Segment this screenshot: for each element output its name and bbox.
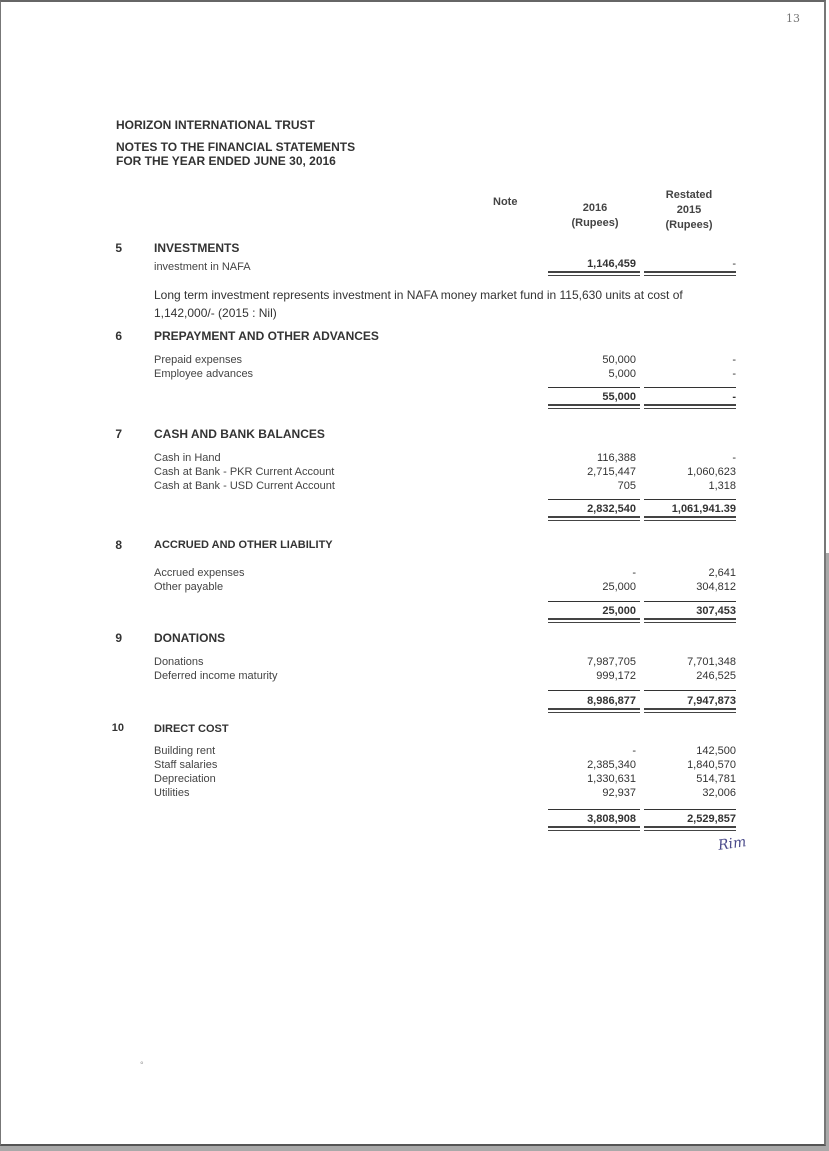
column-header-note: Note <box>493 196 518 208</box>
double-underline <box>644 516 736 521</box>
column-unit-2015: (Rupees) <box>665 219 713 231</box>
double-underline <box>644 708 736 713</box>
section-number: 8 <box>115 538 122 552</box>
section-total-2015: 2,529,857 <box>687 813 736 825</box>
line-item-2016: 1,146,459 <box>587 258 636 270</box>
line-item-label: Utilities <box>154 787 190 799</box>
subtotal-line <box>548 601 640 602</box>
scan-speck: ° <box>140 1060 144 1070</box>
section-number: 10 <box>111 722 124 734</box>
column-year-2016: 2016 <box>582 202 608 214</box>
line-item-label: Deferred income maturity <box>154 670 278 682</box>
subtotal-line <box>644 387 736 388</box>
double-underline <box>548 618 640 623</box>
line-item-2015: - <box>732 452 736 464</box>
subtotal-line <box>644 601 736 602</box>
subtotal-line <box>644 499 736 500</box>
line-item-label: Cash at Bank - USD Current Account <box>154 480 335 492</box>
section-title: PREPAYMENT AND OTHER ADVANCES <box>154 329 379 343</box>
column-unit-2016: (Rupees) <box>571 217 619 229</box>
subtotal-line <box>548 499 640 500</box>
line-item-2016: 2,715,447 <box>587 466 636 478</box>
section-number: 6 <box>115 329 122 343</box>
line-item-2015: - <box>732 258 736 270</box>
double-underline <box>644 618 736 623</box>
line-item-2015: 7,701,348 <box>687 656 736 668</box>
column-restated-label: Restated <box>665 189 713 201</box>
section-number: 7 <box>115 427 122 441</box>
double-underline <box>644 404 736 409</box>
line-item-2016: 705 <box>617 480 636 492</box>
column-year-2015: 2015 <box>676 204 702 216</box>
line-item-label: Other payable <box>154 581 224 593</box>
subtotal-line <box>644 690 736 691</box>
section-total-2016: 55,000 <box>602 391 636 403</box>
line-item-2016: 92,937 <box>602 787 636 799</box>
line-item-label: Prepaid expenses <box>154 354 243 366</box>
line-item-2015: 142,500 <box>696 745 736 757</box>
column-header-2016 <box>560 201 630 231</box>
line-item-label: Cash in Hand <box>154 452 221 464</box>
section-title: DONATIONS <box>154 631 226 645</box>
double-underline <box>548 826 640 831</box>
line-item-2015: 514,781 <box>696 773 736 785</box>
double-underline <box>548 271 640 276</box>
section-total-2016: 25,000 <box>602 605 636 617</box>
double-underline <box>548 404 640 409</box>
title-line-2: FOR THE YEAR ENDED JUNE 30, 2016 <box>116 154 336 168</box>
document-title <box>116 140 355 168</box>
subtotal-line <box>548 809 640 810</box>
section-number: 9 <box>115 631 122 645</box>
line-item-label: Employee advances <box>154 368 254 380</box>
section-title: INVESTMENTS <box>154 241 240 255</box>
column-header-2015 <box>652 188 726 233</box>
subtotal-line <box>644 809 736 810</box>
line-item-2015: 1,060,623 <box>687 466 736 478</box>
section-total-2016: 8,986,877 <box>587 695 636 707</box>
line-item-2016: - <box>632 567 636 579</box>
line-item-2016: 50,000 <box>602 354 636 366</box>
line-item-2016: 116,388 <box>597 452 636 464</box>
line-item-2016: - <box>632 745 636 757</box>
investment-note-text: Long term investment represents investment in NAFA money market fund in 115,630 units at cost of 1,142,000/- (2015 : Nil) <box>154 288 683 320</box>
section-title: DIRECT COST <box>154 723 229 735</box>
line-item-2016: 25,000 <box>602 581 636 593</box>
section-total-2015: 307,453 <box>696 605 736 617</box>
double-underline <box>644 271 736 276</box>
subtotal-line <box>548 387 640 388</box>
line-item-2015: - <box>732 354 736 366</box>
section-total-2016: 3,808,908 <box>587 813 636 825</box>
section-total-2015: 7,947,873 <box>687 695 736 707</box>
line-item-2015: 1,840,570 <box>687 759 736 771</box>
line-item-2016: 999,172 <box>596 670 636 682</box>
line-item-2015: 1,318 <box>708 480 736 492</box>
section-total-2015: 1,061,941.39 <box>671 503 736 515</box>
line-item-label: Building rent <box>154 745 216 757</box>
line-item-2015: 32,006 <box>702 787 736 799</box>
section-title: CASH AND BANK BALANCES <box>154 427 325 441</box>
line-item-2016: 5,000 <box>608 368 636 380</box>
line-item-2015: 304,812 <box>696 581 736 593</box>
line-item-label: Depreciation <box>154 773 216 785</box>
line-item-label: Staff salaries <box>154 759 218 771</box>
double-underline <box>548 516 640 521</box>
double-underline <box>644 826 736 831</box>
section-total-2015: - <box>732 391 736 403</box>
line-item-2016: 1,330,631 <box>587 773 636 785</box>
section-total-2016: 2,832,540 <box>587 503 636 515</box>
line-item-label: Accrued expenses <box>154 567 245 579</box>
section-number: 5 <box>115 241 122 255</box>
subtotal-line <box>548 690 640 691</box>
line-item-label: Donations <box>154 656 204 668</box>
title-line-1: NOTES TO THE FINANCIAL STATEMENTS <box>116 140 356 154</box>
double-underline <box>548 708 640 713</box>
line-item-2015: 2,641 <box>708 567 736 579</box>
line-item-label: Cash at Bank - PKR Current Account <box>154 466 335 478</box>
handwritten-initials: Rim <box>717 834 748 854</box>
line-item-2016: 7,987,705 <box>587 656 636 668</box>
organization-name: HORIZON INTERNATIONAL TRUST <box>116 118 315 132</box>
section-title: ACCRUED AND OTHER LIABILITY <box>154 539 333 551</box>
line-item-label: investment in NAFA <box>154 261 251 273</box>
handwritten-page-mark: 13 <box>786 12 800 25</box>
line-item-2015: 246,525 <box>696 670 736 682</box>
line-item-2016: 2,385,340 <box>587 759 636 771</box>
line-item-2015: - <box>732 368 736 380</box>
